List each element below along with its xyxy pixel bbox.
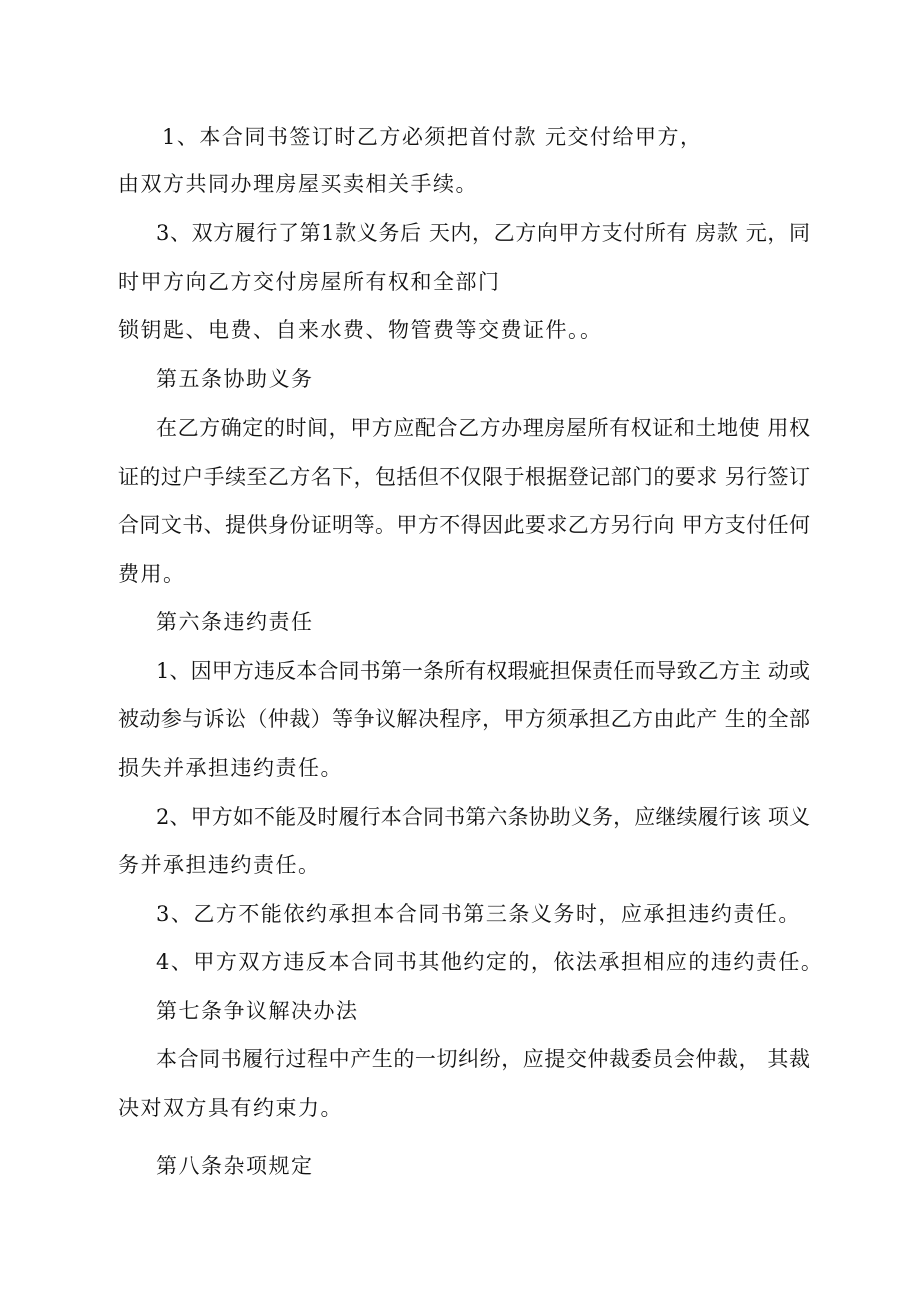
article-5-line-1: 在乙方确定的时间，甲方应配合乙方办理房屋所有权证和土地使 用权 [156, 416, 810, 440]
clause-4-3-line-2: 时甲方向乙方交付房屋所有权和全部门 [118, 270, 501, 294]
article-6-2-line-1: 2、甲方如不能及时履行本合同书第六条协助义务，应继续履行该 项义 [156, 805, 810, 829]
article-7-line-1: 本合同书履行过程中产生的一切纠纷，应提交仲裁委员会仲裁， 其裁 [156, 1047, 810, 1071]
article-5-line-4: 费用。 [118, 562, 186, 586]
article-7-heading: 第七条争议解决办法 [156, 999, 359, 1023]
article-6-1-line-1: 1、因甲方违反本合同书第一条所有权瑕疵担保责任而导致乙方主 动或 [156, 659, 810, 683]
article-5-heading: 第五条协助义务 [156, 367, 314, 391]
article-5-line-3: 合同文书、提供身份证明等。甲方不得因此要求乙方另行向 甲方支付任何 [118, 513, 810, 537]
article-7-line-2: 决对双方具有约束力。 [118, 1096, 343, 1120]
article-8-heading: 第八条杂项规定 [156, 1154, 314, 1178]
article-6-1-line-3: 损失并承担违约责任。 [118, 756, 343, 780]
article-6-4-line: 4、甲方双方违反本合同书其他约定的，依法承担相应的违约责任。 [156, 950, 824, 974]
article-6-1-line-2: 被动参与诉讼（仲裁）等争议解决程序，甲方须承担乙方由此产 生的全部 [118, 707, 810, 731]
article-5-line-2: 证的过户手续至乙方名下，包括但不仅限于根据登记部门的要求 另行签订 [118, 465, 810, 489]
clause-4-3-line-1: 3、双方履行了第1款义务后 天内，乙方向甲方支付所有 房款 元，同 [156, 221, 810, 245]
article-6-3-line: 3、乙方不能依约承担本合同书第三条义务时，应承担违约责任。 [156, 902, 801, 926]
clause-4-1-line-2: 由双方共同办理房屋买卖相关手续。 [118, 172, 478, 196]
clause-4-3-line-3: 锁钥匙、电费、自来水费、物管费等交费证件。。 [118, 318, 603, 342]
article-6-2-line-2: 务并承担违约责任。 [118, 853, 321, 877]
article-6-heading: 第六条违约责任 [156, 610, 314, 634]
clause-4-1-line-1: 1、本合同书签订时乙方必须把首付款 元交付给甲方， [162, 125, 703, 149]
